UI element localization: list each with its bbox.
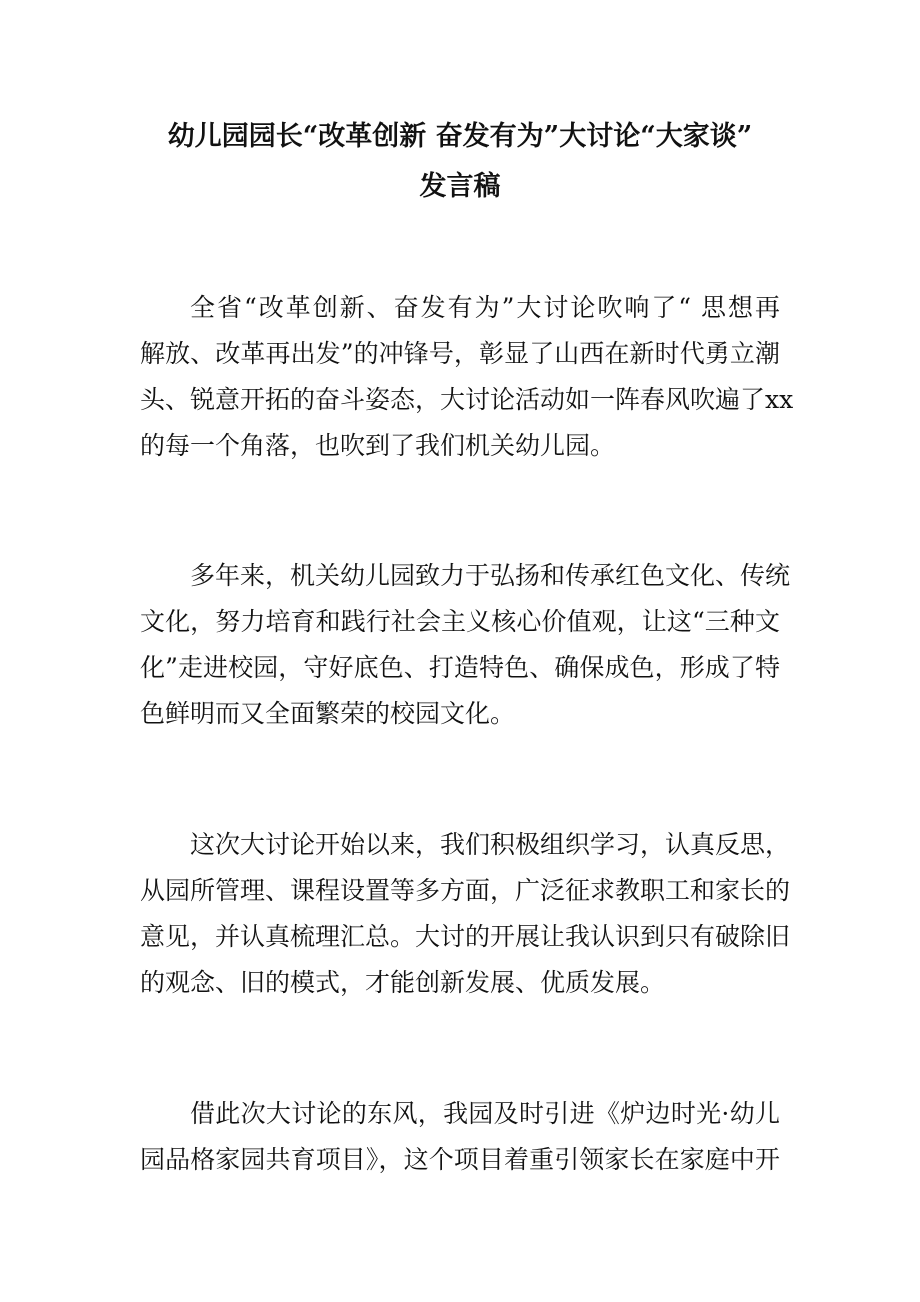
paragraph-line: 色鲜明而又全面繁荣的校园文化。 <box>140 699 516 728</box>
title-line: 幼儿园园长“改革创新 奋发有为”大讨论“大家谈” <box>167 121 753 152</box>
paragraph-line: 化”走进校园，守好底色、打造特色、确保成色，形成了特 <box>140 653 780 682</box>
paragraph-line: 借此次大讨论的东风，我园及时引进《炉边时光·幼儿 <box>190 1099 780 1128</box>
paragraph-line: 意见，并认真梳理汇总。大讨的开展让我认识到只有破除旧 <box>140 922 791 951</box>
title-line: 发言稿 <box>419 171 501 202</box>
paragraph-line: 多年来，机关幼儿园致力于弘扬和传承红色文化、传统 <box>190 561 791 590</box>
paragraph <box>140 1091 780 1183</box>
paragraph-line: 的观念、旧的模式，才能创新发展、优质发展。 <box>140 968 666 997</box>
document-title <box>120 112 800 212</box>
paragraph-line: 文化，努力培育和践行社会主义核心价值观，让这“三种文 <box>140 607 780 636</box>
paragraph-line: 头、锐意开拓的奋斗姿态，大讨论活动如一阵春风吹遍了xx <box>140 385 794 414</box>
paragraph-line: 的每一个角落，也吹到了我们机关幼儿园。 <box>140 431 616 460</box>
paragraph-line: 这次大讨论开始以来，我们积极组织学习，认真反思， <box>190 830 791 859</box>
paragraph-line: 从园所管理、课程设置等多方面，广泛征求教职工和家长的 <box>140 876 791 905</box>
paragraph <box>140 553 791 737</box>
paragraph <box>140 822 791 1006</box>
paragraph-line: 园品格家园共育项目》，这个项目着重引领家长在家庭中开 <box>140 1145 780 1174</box>
paragraph <box>140 285 794 469</box>
paragraph-line: 解放、改革再出发”的冲锋号，彰显了山西在新时代勇立潮 <box>140 339 780 368</box>
paragraph-line: 全省“改革创新、奋发有为”大讨论吹响了“ 思想再 <box>190 293 780 322</box>
